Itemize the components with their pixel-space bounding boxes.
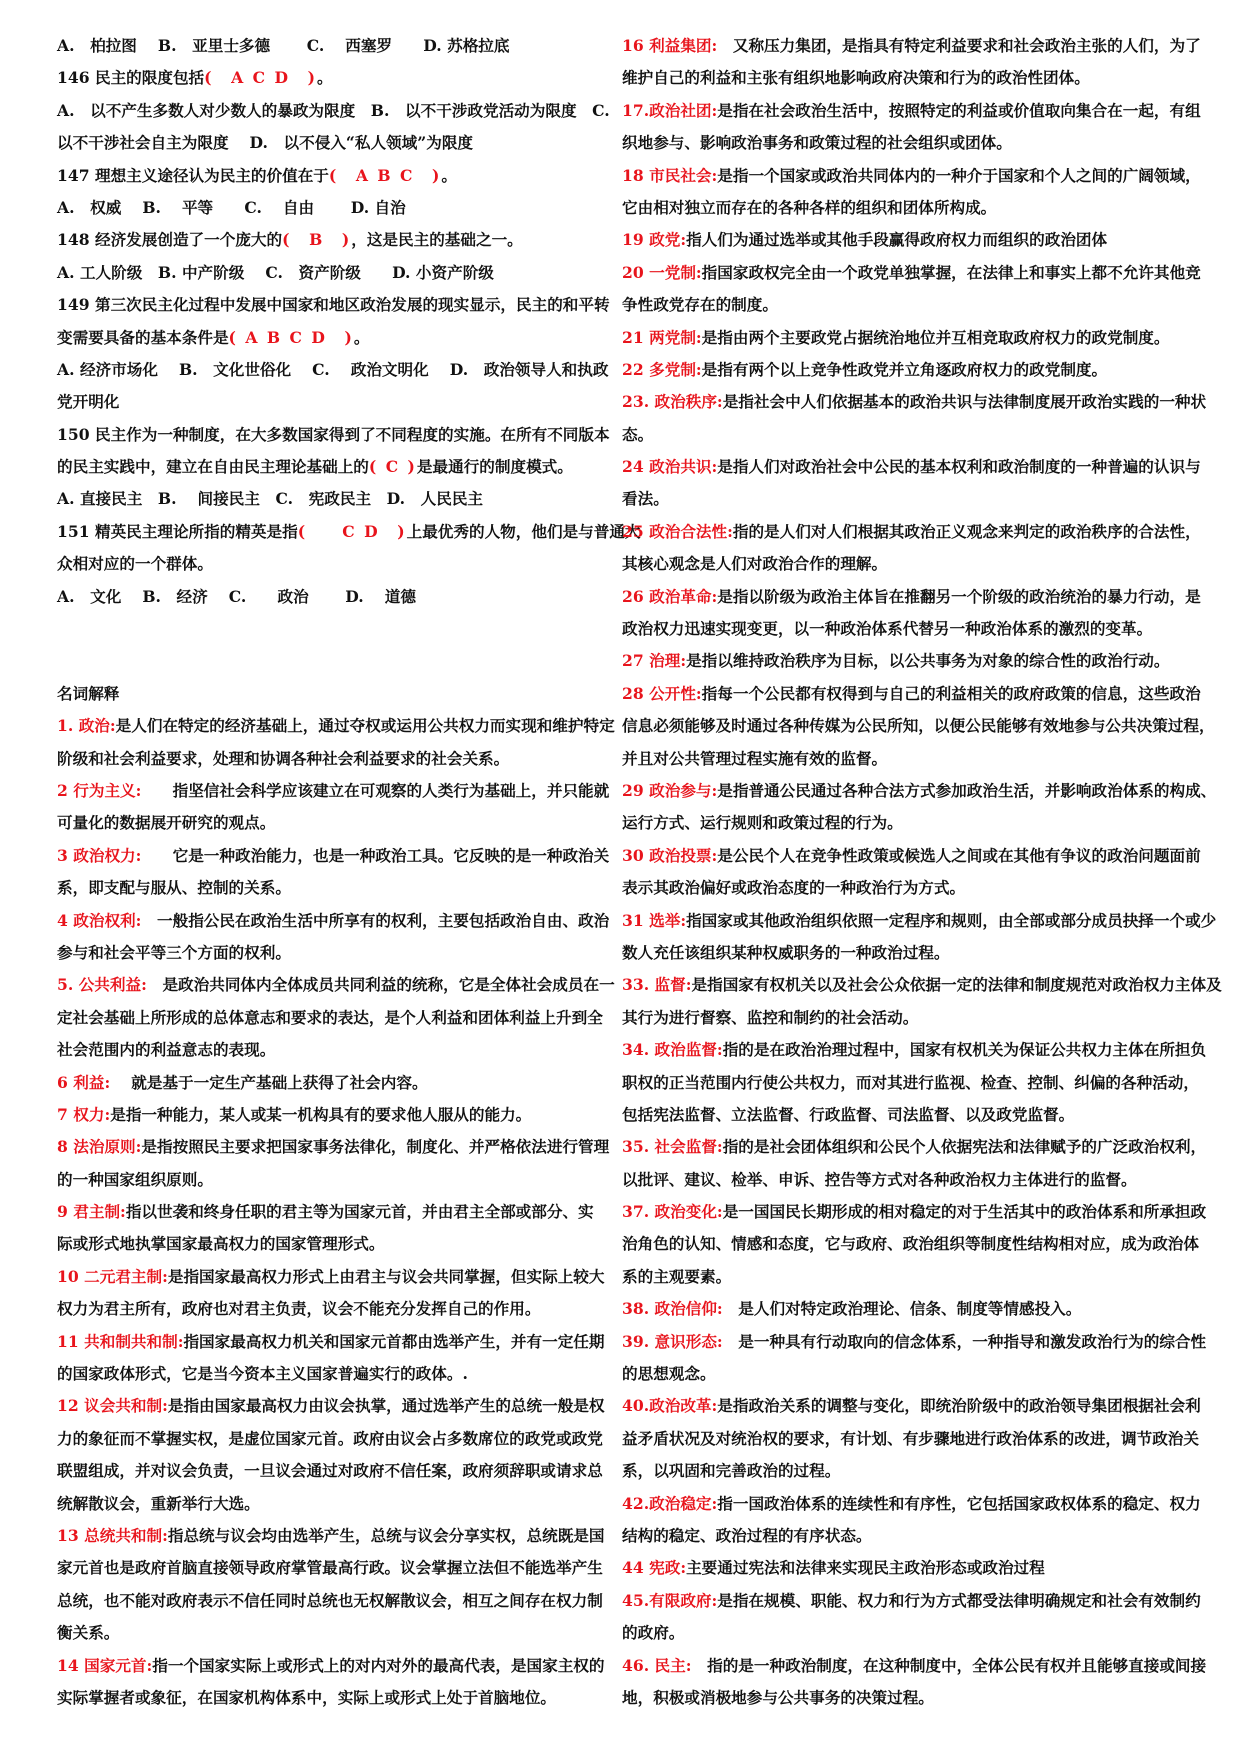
term-definition-line (57, 1390, 605, 1422)
definition-text: 指总统与议会均由选举产生，总统与议会分享实权，总统既是国 (167, 1525, 605, 1545)
definition-text: 是指普通公民通过各种合法方式参加政治生活，并影响政治体系的构成、 (717, 780, 1217, 800)
term-definition-line (57, 1520, 605, 1552)
term-label: 37. 政治变化: (622, 1202, 723, 1222)
text-line: 的思想观念。 (622, 1364, 716, 1384)
term-definition-line (622, 645, 1210, 677)
term-definition-line (622, 322, 1210, 354)
definition-text: 是人们在特定的经济基础上，通过夺权或运用公共权力而实现和维护特定 (115, 716, 615, 736)
term-label: 45.有限政府: (622, 1590, 718, 1610)
definition-text: 指坚信社会科学应该建立在可观察的人类行为基础上，并只能就 (141, 780, 610, 800)
text-line: A. 权威 B. 平等 C. 自由 D. 自治 (57, 197, 406, 217)
definition-text: 指国家最高权力机关和国家元首都由选举产生，并有一定任期 (183, 1331, 605, 1351)
term-label: 11 共和制共和制: (57, 1331, 184, 1351)
term-definition-line (57, 1131, 610, 1163)
question-text: 148 经济发展创造了一个庞大的 (57, 230, 283, 250)
text-line: 党开明化 (57, 392, 120, 412)
question-text: 147 理想主义途径认为民主的价值在于 (57, 165, 329, 185)
term-definition-line (622, 451, 1210, 483)
term-definition-line (622, 30, 1210, 62)
term-definition-line (622, 1196, 1210, 1228)
term-definition-line (622, 678, 1210, 710)
text-line: 系，即支配与服从、控制的关系。 (57, 878, 291, 898)
text-line: 实际掌握者或象征，在国家机构体系中，实际上或形式上处于首脑地位。 (57, 1687, 557, 1707)
definition-text: 是公民个人在竞争性政策或候选人之间或在其他有争议的政治问题面前 (717, 845, 1201, 865)
question-line (57, 224, 605, 256)
definition-text: 又称压力集团，是指具有特定利益要求和社会政治主张的人们，为了 (717, 36, 1201, 55)
question-text: 。 (316, 68, 333, 88)
answer-key: ( A C D ) (204, 68, 317, 88)
question-line (57, 516, 641, 548)
answer-key: ( A B C ) (328, 165, 442, 185)
definition-text: 是指以阶级为政治主体旨在推翻另一个阶级的政治统治的暴力行动，是 (717, 586, 1201, 606)
term-label: 21 两党制: (622, 327, 702, 347)
text-line: 其行为进行督察、监控和制约的社会活动。 (622, 1007, 919, 1027)
definition-text: 是政治共同体内全体成员共同利益的统称，它是全体社会成员在一 (146, 975, 615, 995)
text-line: 系，以巩固和完善政治的过程。 (622, 1461, 841, 1481)
text-line: 表示其政治偏好或政治态度的一种政治行为方式。 (622, 878, 966, 898)
term-label: 6 利益: (57, 1072, 111, 1092)
definition-text: 是一种具有行动取向的信念体系，一种指导和激发政治行为的综合性 (722, 1331, 1207, 1351)
term-definition-line (57, 1650, 605, 1682)
question-line (57, 160, 605, 192)
question-line (57, 451, 605, 483)
term-definition-line (57, 905, 610, 937)
term-label: 8 法治原则: (57, 1137, 142, 1157)
definition-text: 是指有两个以上竞争性政党并立角逐政府权力的政党制度。 (701, 359, 1108, 379)
term-definition-line (622, 969, 1222, 1001)
term-definition-line (57, 1099, 605, 1131)
answer-key: ( B ) (282, 230, 352, 250)
definition-text: 是指在社会政治生活中，按照特定的利益或价值取向集合在一起，有组 (717, 100, 1201, 120)
text-line: 态。 (622, 424, 654, 444)
term-definition-line (622, 160, 1210, 192)
text-line: A. 文化 B. 经济 C. 政治 D. 道德 (57, 586, 416, 606)
term-label: 10 二元君主制: (57, 1266, 168, 1286)
text-line: 联盟组成，并对议会负责，一旦议会通过对政府不信任案，政府须辞职或请求总 (57, 1461, 603, 1481)
term-label: 39. 意识形态: (622, 1331, 723, 1351)
term-label: 24 政治共识: (622, 457, 718, 477)
term-definition-line (622, 1131, 1210, 1163)
term-label: 7 权力: (57, 1104, 111, 1124)
term-label: 34. 政治监督: (622, 1040, 723, 1060)
text-line: 可量化的数据展开研究的观点。 (57, 813, 276, 833)
blank-line (57, 645, 605, 677)
text-line: A. 工人阶级 B. 中产阶级 C. 资产阶级 D. 小资产阶级 (57, 262, 494, 282)
text-line: 政治权力迅速实现变更，以一种政治体系代替另一种政治体系的激烈的变革。 (622, 619, 1153, 639)
question-text: 。 (353, 327, 370, 347)
term-definition-line (57, 1067, 605, 1099)
definition-text: 指的是社会团体组织和公民个人依据宪法和法律赋予的广泛政治权利， (722, 1137, 1207, 1157)
definition-text: 是指国家有权机关以及社会公众依据一定的法律和制度规范对政治权力主体及 (691, 975, 1222, 995)
question-text: 146 民主的限度包括 (57, 68, 205, 88)
section-heading: 名词解释 (57, 683, 120, 703)
term-label: 29 政治参与: (622, 780, 718, 800)
term-label: 30 政治投票: (622, 845, 718, 865)
term-label: 14 国家元首: (57, 1655, 153, 1675)
term-definition-line (57, 840, 610, 872)
term-definition-line (622, 1488, 1210, 1520)
term-definition-line (622, 257, 1210, 289)
definition-text: 指的是在政治治理过程中，国家有权机关为保证公共权力主体在所担负 (722, 1040, 1207, 1060)
question-text: 变需要具备的基本条件是 (57, 327, 229, 347)
term-label: 13 总统共和制: (57, 1525, 168, 1545)
text-line: 际或形式地执掌国家最高权力的国家管理形式。 (57, 1234, 385, 1254)
term-label: 38. 政治信仰: (622, 1299, 723, 1319)
definition-text: 是指以维持政治秩序为目标，以公共事务为对象的综合性的政治行动。 (686, 651, 1170, 671)
term-label: 22 多党制: (622, 359, 702, 379)
right-column (622, 30, 1222, 1714)
text-line: 权力为君主所有，政府也对君主负责，议会不能充分发挥自己的作用。 (57, 1299, 541, 1319)
answer-key: ( C D ) (297, 521, 407, 541)
left-column (57, 30, 641, 1714)
text-line: 的政府。 (622, 1623, 685, 1643)
question-text: ，这是民主的基础之一。 (351, 230, 523, 250)
text-line: 定社会基础上所形成的总体意志和要求的表达，是个人利益和团体利益上升到全 (57, 1007, 603, 1027)
blank-line (57, 613, 605, 645)
definition-text: 指每一个公民都有权得到与自己的利益相关的政府政策的信息，这些政治 (701, 683, 1201, 703)
text-line: 看法。 (622, 489, 669, 509)
text-line: 包括宪法监督、立法监督、行政监督、司法监督、以及政党监督。 (622, 1104, 1075, 1124)
term-label: 16 利益集团: (622, 36, 718, 55)
text-line: 众相对应的一个群体。 (57, 554, 213, 574)
term-definition-line (57, 710, 615, 742)
text-line: 的一种国家组织原则。 (57, 1169, 213, 1189)
text-line: 以不干涉社会自主为限度 D. 以不侵入“私人领域”为限度 (57, 133, 474, 153)
text-line: 织地参与、影响政治事务和政策过程的社会组织或团体。 (622, 133, 1012, 153)
definition-text: 指的是人们对人们根据其政治正义观念来判定的政治秩序的合法性， (732, 521, 1201, 541)
text-line: 运行方式、运行规则和政策过程的行为。 (622, 813, 903, 833)
question-text: 是最通行的制度模式。 (416, 457, 573, 477)
term-definition-line (622, 1585, 1210, 1617)
question-text: 的民主实践中，建立在自由民主理论基础上的 (57, 457, 369, 477)
term-label: 25 政治合法性: (622, 521, 733, 541)
text-line: 149 第三次民主化过程中发展中国家和地区政治发展的现实显示，民主的和平转 (57, 295, 610, 315)
term-definition-line (622, 224, 1210, 256)
term-label: 23. 政治秩序: (622, 392, 723, 412)
text-line: 职权的正当范围内行使公共权力，而对其进行监视、检查、控制、纠偏的各种活动， (622, 1072, 1199, 1092)
term-definition-line (57, 775, 610, 807)
term-label: 1. 政治: (57, 716, 116, 736)
term-label: 31 选举: (622, 910, 687, 930)
term-definition-line (622, 775, 1217, 807)
text-line: 信息必须能够及时通过各种传媒为公民所知，以便公民能够有效地参与公共决策过程， (622, 716, 1215, 736)
text-line: 它由相对独立而存在的各种各样的组织和团体所构成。 (622, 197, 997, 217)
term-label: 5. 公共利益: (57, 975, 147, 995)
text-line: 争性政党存在的制度。 (622, 295, 778, 315)
term-definition-line (622, 95, 1210, 127)
question-text: 151 精英民主理论所指的精英是指 (57, 521, 298, 541)
text-line: A. 以不产生多数人对少数人的暴政为限度 B. 以不干涉政党活动为限度 C. (57, 100, 610, 120)
text-line: 并且对公共管理过程实施有效的监督。 (622, 748, 888, 768)
term-definition-line (57, 969, 615, 1001)
text-line: 力的象征而不掌握实权，是虚位国家元首。政府由议会占多数席位的政党或政党 (57, 1428, 603, 1448)
definition-text: 指的是一种政治制度，在这种制度中，全体公民有权并且能够直接或间接 (691, 1655, 1207, 1675)
answer-key: ( C ) (368, 457, 417, 477)
definition-text: 指人们为通过选举或其他手段赢得政府权力而组织的政治团体 (686, 230, 1108, 250)
definition-text: 是指由两个主要政党占据统治地位并互相竞取政府权力的政党制度。 (701, 327, 1170, 347)
term-definition-line (622, 581, 1210, 613)
definition-text: 指以世袭和终身任职的君主等为国家元首，并由君主全部或部分、实 (125, 1202, 594, 1222)
text-line: 总统，也不能对政府表示不信任同时总统也无权解散议会，相互之间存在权力制 (57, 1590, 603, 1610)
definition-text: 是指国家最高权力形式上由君主与议会共同掌握，但实际上较大 (167, 1266, 605, 1286)
text-line: 地，积极或消极地参与公共事务的决策过程。 (622, 1687, 934, 1707)
definition-text: 是指人们对政治社会中公民的基本权利和政治制度的一种普遍的认识与 (717, 457, 1201, 477)
definition-text: 它是一种政治能力，也是一种政治工具。它反映的是一种政治关 (141, 845, 610, 865)
definition-text: 指国家或其他政治组织依照一定程序和规则，由全部或部分成员抉择一个或少 (686, 910, 1217, 930)
term-label: 26 政治革命: (622, 586, 718, 606)
term-label: 18 市民社会: (622, 165, 718, 185)
term-label: 33. 监督: (622, 975, 692, 995)
term-definition-line (622, 840, 1210, 872)
term-definition-line (622, 1293, 1210, 1325)
text-line: 数人充任该组织某种权威职务的一种政治过程。 (622, 942, 950, 962)
term-definition-line (57, 1261, 605, 1293)
question-line (57, 62, 605, 94)
term-definition-line (622, 1650, 1210, 1682)
term-label: 40.政治改革: (622, 1396, 718, 1416)
text-line: 益矛盾状况及对统治权的要求，有计划、有步骤地进行政治体系的改进，调节政治关 (622, 1428, 1199, 1448)
text-line: 参与和社会平等三个方面的权利。 (57, 942, 291, 962)
definition-text: 是指按照民主要求把国家事务法律化，制度化、并严格依法进行管理 (141, 1137, 610, 1157)
term-label: 44 宪政: (622, 1558, 687, 1578)
term-label: 2 行为主义: (57, 780, 142, 800)
text-line: 其核心观念是人们对政治合作的理解。 (622, 554, 888, 574)
term-label: 35. 社会监督: (622, 1137, 723, 1157)
term-label: 3 政治权力: (57, 845, 142, 865)
definition-text: 是指社会中人们依据基本的政治共识与法律制度展开政治实践的一种状 (722, 392, 1207, 412)
term-definition-line (622, 1034, 1210, 1066)
term-label: 27 治理: (622, 651, 687, 671)
term-definition-line (622, 1390, 1210, 1422)
definition-text: 是指在规模、职能、权力和行为方式都受法律明确规定和社会有效制约 (717, 1590, 1201, 1610)
term-definition-line (622, 1326, 1210, 1358)
term-label: 28 公开性: (622, 683, 702, 703)
definition-text: 是人们对特定政治理论、信条、制度等情感投入。 (722, 1299, 1082, 1319)
term-label: 19 政党: (622, 230, 687, 250)
term-label: 46. 民主: (622, 1655, 692, 1675)
text-line: A. 直接民主 B. 间接民主 C. 宪政民主 D. 人民民主 (57, 489, 484, 509)
definition-text: 就是基于一定生产基础上获得了社会内容。 (110, 1072, 428, 1092)
term-label: 17.政治社团: (622, 100, 718, 120)
definition-text: 是指一种能力，某人或某一机构具有的要求他人服从的能力。 (110, 1104, 532, 1124)
text-line: 维护自己的利益和主张有组织地影响政府决策和行为的政治性团体。 (622, 68, 1090, 88)
term-definition-line (57, 1326, 605, 1358)
text-line: A. 经济市场化 B. 文化世俗化 C. 政治文明化 D. 政治领导人和执政 (57, 359, 609, 379)
term-label: 20 一党制: (622, 262, 702, 282)
text-line: 150 民主作为一种制度，在大多数国家得到了不同程度的实施。在所有不同版本 (57, 424, 610, 444)
term-label: 4 政治权利: (57, 910, 142, 930)
answer-key: ( A B C D ) (228, 327, 354, 347)
text-line: 阶级和社会利益要求，处理和协调各种社会利益要求的社会关系。 (57, 748, 510, 768)
definition-text: 指国家政权完全由一个政党单独掌握，在法律上和事实上都不允许其他竞 (701, 262, 1201, 282)
text-line: A. 柏拉图 B. 亚里士多德 C. 西塞罗 D. 苏格拉底 (57, 36, 510, 55)
definition-text: 一般指公民在政治生活中所享有的权利，主要包括政治自由、政治 (141, 910, 610, 930)
definition-text: 是一国国民长期形成的相对稳定的对于生活其中的政治体系和所承担政 (722, 1202, 1207, 1222)
question-text: 。 (441, 165, 457, 185)
text-line: 衡关系。 (57, 1623, 120, 1643)
definition-text: 主要通过宪法和法律来实现民主政治形态或政治过程 (686, 1558, 1045, 1578)
term-definition-line (622, 386, 1210, 418)
text-line: 治角色的认知、情感和态度，它与政府、政治组织等制度性结构相对应，成为政治体 (622, 1234, 1199, 1254)
text-line: 的国家政体形式，它是当今资本主义国家普遍实行的政体。. (57, 1364, 468, 1384)
term-label: 9 君主制: (57, 1202, 126, 1222)
text-line: 结构的稳定、政治过程的有序状态。 (622, 1525, 872, 1545)
definition-text: 是指由国家最高权力由议会执掌，通过选举产生的总统一般是权 (167, 1396, 605, 1416)
term-label: 12 议会共和制: (57, 1396, 168, 1416)
text-line: 家元首也是政府首脑直接领导政府掌管最高行政。议会掌握立法但不能选举产生 (57, 1558, 603, 1578)
question-text: 上最优秀的人物，他们是与普通大 (406, 521, 641, 541)
term-definition-line (622, 354, 1210, 386)
definition-text: 指一国政治体系的连续性和有序性，它包括国家政权体系的稳定、权力 (717, 1493, 1201, 1513)
term-definition-line (622, 516, 1210, 548)
definition-text: 是指政治关系的调整与变化，即统治阶级中的政治领导集团根据社会利 (717, 1396, 1201, 1416)
term-definition-line (622, 1552, 1210, 1584)
term-label: 42.政治稳定: (622, 1493, 718, 1513)
definition-text: 指一个国家实际上或形式上的对内对外的最高代表，是国家主权的 (152, 1655, 605, 1675)
definition-text: 是指一个国家或政治共同体内的一种介于国家和个人之间的广阔领域， (717, 165, 1201, 185)
text-line: 以批评、建议、检举、申诉、控告等方式对各种政治权力主体进行的监督。 (622, 1169, 1137, 1189)
text-line: 社会范围内的利益意志的表现。 (57, 1040, 276, 1060)
question-line (57, 322, 605, 354)
term-definition-line (622, 905, 1217, 937)
text-line: 系的主观要素。 (622, 1266, 732, 1286)
text-line: 统解散议会，重新举行大选。 (57, 1493, 260, 1513)
term-definition-line (57, 1196, 605, 1228)
